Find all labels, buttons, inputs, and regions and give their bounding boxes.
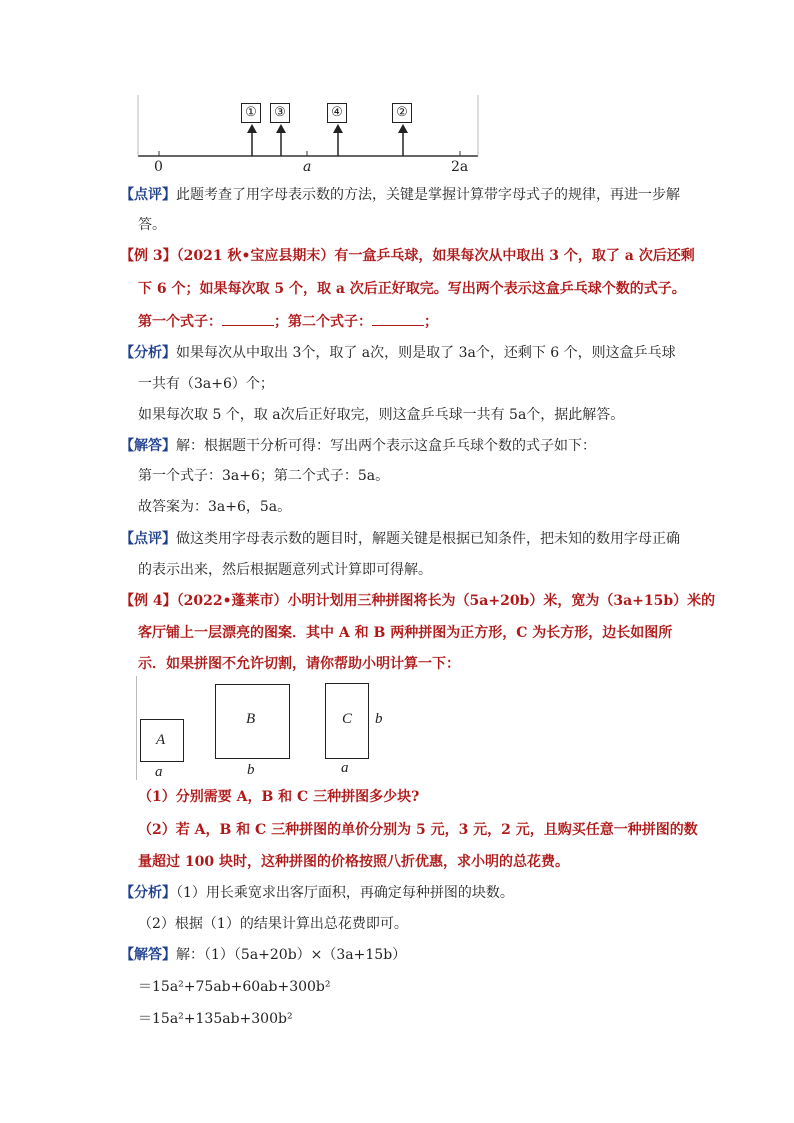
analysis3-text1: 如果每次从中取出 3个，取了 a次，则是取了 3a个，还剩下 6 个，则这盒乒乓球 <box>176 345 676 361</box>
example3-line2: 下 6 个；如果每次取 5 个，取 a 次后正好取完。写出两个表示这盒乒乓球个数的式子。 <box>138 281 686 297</box>
answer3-tag: 【解答】 <box>120 438 176 454</box>
tile-c-name: C <box>342 711 353 727</box>
example4-q1: （1）分别需要 A，B 和 C 三种拼图多少块? <box>138 789 420 805</box>
marker-box-3: ③ <box>270 103 290 123</box>
answer4-line3: ＝15a²+135ab+300b² <box>138 1011 293 1027</box>
tile-b-name: B <box>246 711 256 727</box>
example3-blanks <box>138 311 438 332</box>
analysis4-text1: （1）用长乘宽求出客厅面积，再确定每种拼图的块数。 <box>176 885 514 901</box>
analysis3-line1 <box>120 343 676 363</box>
analysis3-line2: 一共有（3a+6）个； <box>138 376 274 392</box>
example3-line1 <box>120 246 695 266</box>
example4-q2-line2: 量超过 100 块时，这种拼图的价格按照八折优惠，求小明的总花费。 <box>138 854 569 870</box>
example4-tag: 【例 4】 <box>120 593 177 609</box>
label-zero: 0 <box>154 159 163 175</box>
answer4-text1: 解：（1）（5a+20b）×（3a+15b） <box>176 947 407 963</box>
comment3-line2: 的表示出来，然后根据题意列式计算即可得解。 <box>138 562 432 578</box>
blank1 <box>222 311 274 326</box>
tile-a-name: A <box>156 732 166 748</box>
blank1-label: 第一个式子： <box>138 314 222 330</box>
label-a: a <box>303 159 312 175</box>
blank-end: ； <box>424 314 438 330</box>
example4-text1: （2022•蓬莱市）小明计划用三种拼图将长为（5a+20b）米，宽为（3a+15b）米的 <box>176 593 716 609</box>
comment1-text1: 此题考查了用字母表示数的方法，关键是掌握计算带字母式子的规律，再进一步解 <box>176 187 680 203</box>
analysis4-line2: （2）根据（1）的结果计算出总花费即可。 <box>138 916 408 932</box>
example3-text1: （2021 秋•宝应县期末）有一盒乒乓球，如果每次从中取出 3 个，取了 a 次后还剩 <box>176 248 695 264</box>
document-body <box>120 0 716 1123</box>
analysis3-tag: 【分析】 <box>120 345 176 361</box>
blank2-label: ；第二个式子： <box>274 314 372 330</box>
answer3-text1: 解：根据题干分析可得：写出两个表示这盒乒乓球个数的式子如下： <box>176 438 596 454</box>
comment3-tag: 【点评】 <box>120 531 176 547</box>
tiles-figure <box>136 676 396 784</box>
example4-line1 <box>120 591 715 611</box>
example4-line3: 示．如果拼图不允许切割，请你帮助小明计算一下： <box>138 656 460 672</box>
answer3-line1 <box>120 436 596 456</box>
blank2 <box>372 311 424 326</box>
answer3-line3: 故答案为：3a+6，5a。 <box>138 499 292 515</box>
example4-line2: 客厅铺上一层漂亮的图案．其中 A 和 B 两种拼图为正方形，C 为长方形，边长如图所 <box>138 625 673 641</box>
marker-box-4: ④ <box>327 103 347 123</box>
answer4-line1 <box>120 945 406 965</box>
tile-a-below: a <box>155 764 163 780</box>
tile-b-below: b <box>247 762 255 778</box>
comment1-line2: 答。 <box>138 217 166 233</box>
comment3-line1 <box>120 529 680 549</box>
figure-frame-left <box>136 676 137 780</box>
analysis4-tag: 【分析】 <box>120 885 176 901</box>
analysis3-line3: 如果每次取 5 个，取 a次后正好取完，则这盒乒乓球一共有 5a个，据此解答。 <box>138 407 625 423</box>
tile-c-side: b <box>375 711 383 727</box>
analysis4-line1 <box>120 883 514 903</box>
comment1-tag: 【点评】 <box>120 187 176 203</box>
label-2a: 2a <box>451 159 469 175</box>
marker-box-2: ② <box>392 103 412 123</box>
comment1-line1 <box>120 185 680 205</box>
example3-tag: 【例 3】 <box>120 248 177 264</box>
answer3-line2: 第一个式子：3a+6；第二个式子：5a。 <box>138 468 390 484</box>
marker-box-1: ① <box>241 103 261 123</box>
answer4-tag: 【解答】 <box>120 947 176 963</box>
example4-q2-line1: （2）若 A，B 和 C 三种拼图的单价分别为 5 元，3 元，2 元，且购买任意一种拼图的数 <box>138 822 698 838</box>
comment3-text1: 做这类用字母表示数的题目时，解题关键是根据已知条件，把未知的数用字母正确 <box>176 531 680 547</box>
tile-c-below: a <box>341 760 349 776</box>
answer4-line2: ＝15a²+75ab+60ab+300b² <box>138 979 331 995</box>
